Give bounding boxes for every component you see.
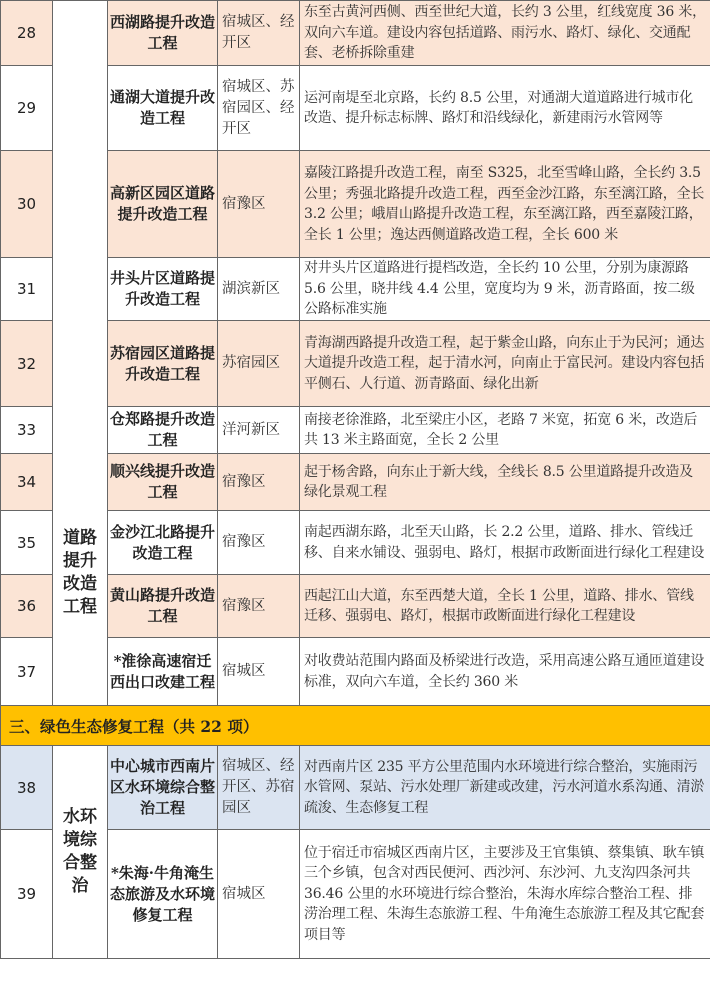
row-number: 34 [1,454,53,511]
project-name: 顺兴线提升改造工程 [108,454,218,511]
project-name: 黄山路提升改造工程 [108,575,218,638]
project-area: 洋河新区 [218,407,300,454]
table-row [1,454,710,511]
row-number: 36 [1,575,53,638]
row-number: 31 [1,258,53,321]
project-desc: 对西南片区 235 平方公里范围内水环境进行综合整治，实施雨污水管网、泵站、污水处理厂新建或改建，污水河道水系沟通、清淤疏浚、生态修复工程 [300,746,710,830]
row-number: 39 [1,830,53,959]
project-area: 湖滨新区 [218,258,300,321]
project-desc: 嘉陵江路提升改造工程，南至 S325，北至雪峰山路，全长约 3.5 公里；秀强北路提升改造工程，西至金沙江路，东至漓江路，全长 3.2 公里；峨眉山路提升改造工程，东至漓江路，西至嘉陵江路，全长 1 公里；逸达西侧道路改造工程，全长 600 米 [300,151,710,258]
project-desc: 青海湖西路提升改造工程，起于紫金山路，向东止于为民河；通达大道提升改造工程，起于清水河，向南止于富民河。建设内容包括平侧石、人行道、沥青路面、绿化出新 [300,321,710,407]
project-area: 宿城区 [218,638,300,706]
table-row [1,1,710,66]
project-name: *淮徐高速宿迁西出口改建工程 [108,638,218,706]
project-desc: 运河南堤至北京路，长约 8.5 公里，对通湖大道道路进行城市化改造、提升标志标牌、路灯和沿线绿化，新建雨污水管网等 [300,66,710,151]
project-area: 宿城区、苏宿园区、经开区 [218,66,300,151]
row-number: 28 [1,1,53,66]
category-water-label: 水环境综合整治 [63,807,97,896]
category-cell [53,1,108,706]
project-name: *朱海·牛角淹生态旅游及水环境修复工程 [108,830,218,959]
project-name: 金沙江北路提升改造工程 [108,511,218,575]
project-area: 苏宿园区 [218,321,300,407]
table-row [1,151,710,258]
row-number: 30 [1,151,53,258]
row-number: 38 [1,746,53,830]
project-area: 宿豫区 [218,511,300,575]
project-desc: 南接老徐淮路，北至梁庄小区，老路 7 米宽，拓宽 6 米，改造后共 13 米主路面宽，全长 2 公里 [300,407,710,454]
row-number: 29 [1,66,53,151]
project-area: 宿城区、经开区、苏宿园区 [218,746,300,830]
project-area: 宿城区、经开区 [218,1,300,66]
table-row [1,575,710,638]
section-header-row [1,706,710,746]
project-desc: 对井头片区道路进行提档改造，全长约 10 公里，分别为康源路 5.6 公里，晓井线 4.4 公里，宽度均为 9 米，沥青路面，按二级公路标准实施 [300,258,710,321]
project-area: 宿豫区 [218,454,300,511]
project-name: 井头片区道路提升改造工程 [108,258,218,321]
project-area: 宿城区 [218,830,300,959]
row-number: 33 [1,407,53,454]
project-name: 苏宿园区道路提升改造工程 [108,321,218,407]
project-name: 西湖路提升改造工程 [108,1,218,66]
project-area: 宿豫区 [218,151,300,258]
row-number: 35 [1,511,53,575]
project-desc: 位于宿迁市宿城区西南片区，主要涉及王官集镇、蔡集镇、耿车镇三个乡镇，包含对西民便河、西沙河、东沙河、九支沟四条河共 36.46 公里的水环境进行综合整治，朱海水库综合整治工程、排涝治理工程、朱海生态旅游工程、牛角淹生态旅游工程及其它配套项目等 [300,830,710,959]
project-name: 中心城市西南片区水环境综合整治工程 [108,746,218,830]
row-number: 37 [1,638,53,706]
project-name: 通湖大道提升改造工程 [108,66,218,151]
project-area: 宿豫区 [218,575,300,638]
table-row [1,407,710,454]
category-cell [53,746,108,959]
table-row [1,66,710,151]
section-title: 三、绿色生态修复工程（共 22 项） [1,706,710,746]
project-desc: 东至古黄河西侧、西至世纪大道，长约 3 公里，红线宽度 36 米，双向六车道。建设内容包括道路、雨污水、路灯、绿化、交通配套、老桥拆除重建 [300,1,710,66]
project-desc: 对收费站范围内路面及桥梁进行改造，采用高速公路互通匝道建设标准，双向六车道，全长约 360 米 [300,638,710,706]
project-desc: 起于杨舍路，向东止于新大线，全线长 8.5 公里道路提升改造及绿化景观工程 [300,454,710,511]
table-row [1,830,710,959]
project-desc: 南起西湖东路，北至天山路，长 2.2 公里，道路、排水、管线迁移、自来水铺设、强弱电、路灯，根据市政断面进行绿化工程建设 [300,511,710,575]
row-number: 32 [1,321,53,407]
table-row [1,638,710,706]
table-row [1,746,710,830]
category-road-label: 道路提升改造工程 [63,528,97,617]
project-name: 仓郑路提升改造工程 [108,407,218,454]
table-row [1,321,710,407]
project-desc: 西起江山大道，东至西楚大道，全长 1 公里，道路、排水、管线迁移、强弱电、路灯，根据市政断面进行绿化工程建设 [300,575,710,638]
table-row [1,511,710,575]
table-row [1,258,710,321]
project-name: 高新区园区道路提升改造工程 [108,151,218,258]
